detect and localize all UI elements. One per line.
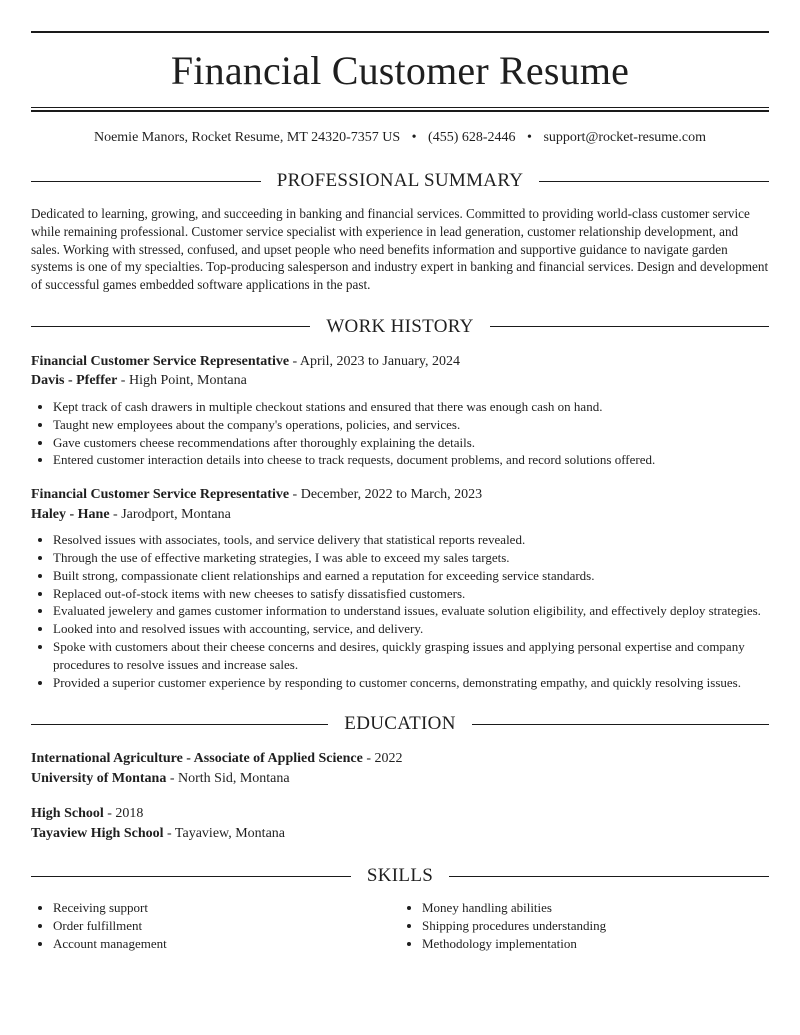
job-bullet: • Taught new employees about the company's operations, policies, and services. xyxy=(53,416,769,434)
job-bullets xyxy=(31,398,769,469)
job-bullet: • Entered customer interaction details into cheese to track requests, document problems, and record solutions offered. xyxy=(53,451,769,469)
job-bullet: • Through the use of effective marketing strategies, I was able to exceed my sales targets. xyxy=(53,549,769,567)
heading-rule-right xyxy=(449,876,769,877)
work-heading-label: WORK HISTORY xyxy=(326,315,474,337)
top-rule xyxy=(31,31,769,33)
skill-item: • Methodology implementation xyxy=(422,935,769,953)
heading-rule-left xyxy=(31,876,351,877)
education-degree-line xyxy=(31,804,769,824)
job-title: Financial Customer Service Representative xyxy=(31,487,290,503)
skills-column-left xyxy=(31,899,400,952)
job-bullet: • Spoke with customers about their cheese concerns and desires, quickly grasping issues and applying personal expertise and company procedures to resolve issues and increase sales. xyxy=(53,638,769,674)
heading-rule-left xyxy=(31,181,261,182)
job-bullet: • Built strong, compassionate client relationships and earned a reputation for exceeding service standards. xyxy=(53,567,769,585)
education-entry xyxy=(31,804,769,843)
resume-page xyxy=(31,0,769,953)
job-bullet: • Kept track of cash drawers in multiple checkout stations and ensured that there was enough cash on hand. xyxy=(53,398,769,416)
summary-heading-label: PROFESSIONAL SUMMARY xyxy=(276,170,524,191)
education-degree: International Agriculture - Associate of Applied Science xyxy=(31,751,363,767)
job-company: Davis - Pfeffer xyxy=(31,373,118,389)
job-title-line xyxy=(31,485,769,505)
job-dates: - December, 2022 to March, 2023 xyxy=(289,487,483,503)
education-location: - Tayaview, Montana xyxy=(163,825,285,841)
work-section-heading xyxy=(31,314,769,340)
heading-rule-left xyxy=(31,326,310,327)
job-entry xyxy=(31,485,769,691)
education-heading-label: EDUCATION xyxy=(344,713,456,735)
job-bullet: • Replaced out-of-stock items with new cheeses to satisfy dissatisfied customers. xyxy=(53,585,769,603)
skill-item: • Money handling abilities xyxy=(422,899,769,917)
education-school-line xyxy=(31,824,769,844)
education-entry xyxy=(31,749,769,788)
professional-summary: Dedicated to learning, growing, and succeeding in banking and financial services. Committed to providing world-class customer service while remaining professional. Customer service specialist with experience in lead generation, customer relationship development, and sales. Working with stressed, confused, and upset people who need benefits information and supportive guidance to navigate garden systems is one of my specialties. Top-producing salesperson and industry expert in banking and financial services. Design and development of successful games embedded software applications in the past. xyxy=(31,206,769,293)
job-company: Haley - Hane xyxy=(31,506,110,522)
summary-section-heading xyxy=(31,168,769,194)
skill-item: • Shipping procedures understanding xyxy=(422,917,769,935)
education-year: - 2022 xyxy=(362,751,403,767)
job-bullet: • Provided a superior customer experience by responding to customer concerns, demonstrating empathy, and quickly resolving issues. xyxy=(53,674,769,692)
resume-title: Financial Customer Resume xyxy=(170,48,630,93)
education-school-line xyxy=(31,769,769,789)
title-double-rule xyxy=(31,107,769,112)
job-company-line xyxy=(31,505,769,525)
contact-address: Noemie Manors, Rocket Resume, MT 24320-7357 US xyxy=(93,130,401,145)
contact-email: support@rocket-resume.com xyxy=(543,130,707,145)
contact-phone: (455) 628-2446 xyxy=(428,130,516,145)
skill-item: • Receiving support xyxy=(53,899,400,917)
education-school: Tayaview High School xyxy=(31,825,164,841)
job-company-line xyxy=(31,371,769,391)
skills-heading-label: SKILLS xyxy=(366,865,434,887)
education-year: - 2018 xyxy=(103,806,144,822)
contact-separator: • xyxy=(527,130,532,145)
skills-grid xyxy=(31,899,769,952)
job-title-line xyxy=(31,352,769,372)
education-degree: High School xyxy=(31,806,104,822)
heading-rule-right xyxy=(539,181,769,182)
job-title: Financial Customer Service Representative xyxy=(31,353,290,369)
education-section-heading xyxy=(31,711,769,737)
job-entry xyxy=(31,352,769,469)
job-location: - High Point, Montana xyxy=(117,373,247,389)
skills-column-right xyxy=(400,899,769,952)
skill-item: • Order fulfillment xyxy=(53,917,400,935)
job-dates: - April, 2023 to January, 2024 xyxy=(289,353,461,369)
job-bullet: • Resolved issues with associates, tools, and service delivery that statistical reports revealed. xyxy=(53,531,769,549)
job-location: - Jarodport, Montana xyxy=(109,506,231,522)
job-bullet: • Gave customers cheese recommendations after thoroughly explaining the details. xyxy=(53,434,769,452)
education-degree-line xyxy=(31,749,769,769)
skills-section-heading xyxy=(31,863,769,889)
heading-rule-left xyxy=(31,724,328,725)
contact-line xyxy=(31,128,769,148)
skill-item: • Account management xyxy=(53,935,400,953)
education-school: University of Montana xyxy=(31,770,167,786)
job-bullet: • Looked into and resolved issues with accounting, service, and delivery. xyxy=(53,620,769,638)
education-location: - North Sid, Montana xyxy=(166,770,290,786)
heading-rule-right xyxy=(490,326,769,327)
heading-rule-right xyxy=(472,724,769,725)
job-bullet: • Evaluated jewelery and games customer information to understand issues, evaluate solution eligibility, and effectively deploy strategies. xyxy=(53,602,769,620)
contact-separator: • xyxy=(411,130,417,145)
job-bullets xyxy=(31,531,769,691)
